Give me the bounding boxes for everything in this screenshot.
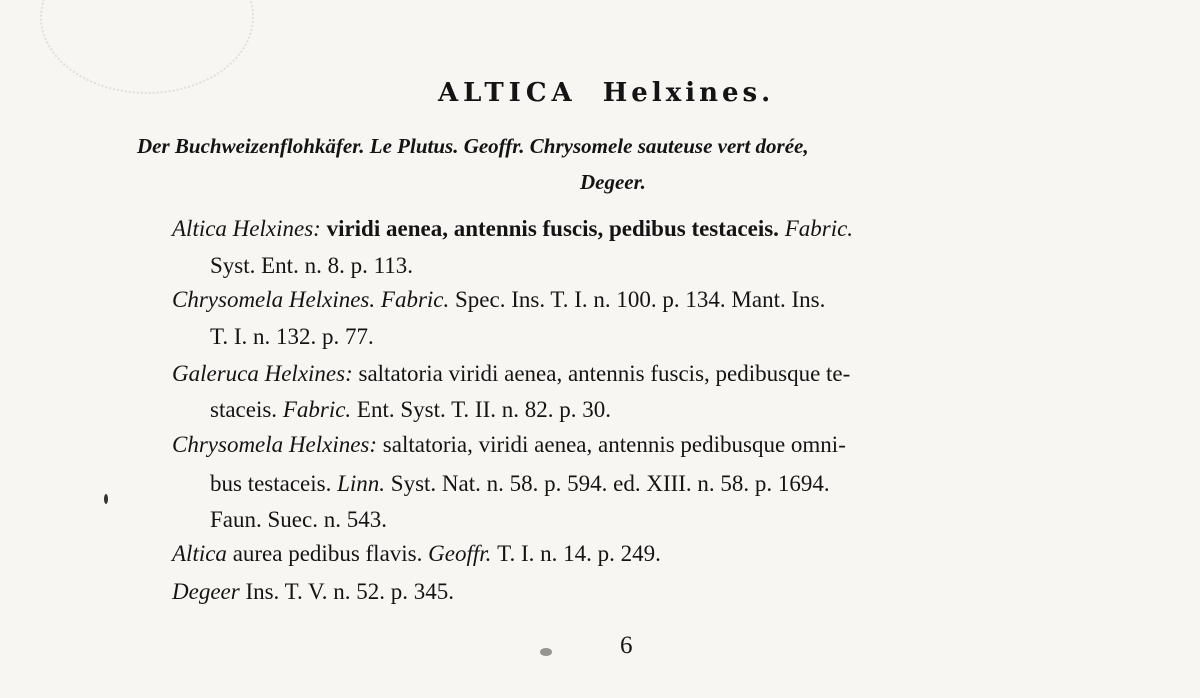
citation-italic-text: Altica Helxines: (172, 216, 327, 241)
citation-italic-text: Fabric. (282, 397, 357, 422)
citation-italic-text: Fabric. (380, 287, 455, 312)
citation-text: aurea pedibus flavis. (232, 541, 429, 566)
citation-text: Syst. Nat. n. 58. p. 594. ed. XIII. n. 58. p. 1694. (390, 471, 830, 496)
entry-5-line-1 (172, 542, 661, 565)
citation-text: T. I. n. 132. p. 77. (210, 324, 374, 349)
entry-3-line-1 (172, 362, 850, 385)
citation-italic-text: Fabric. (784, 216, 854, 241)
entry-4-line-3 (210, 508, 387, 531)
entry-6-line-1 (172, 580, 454, 603)
genus-name: ALTICA (438, 78, 577, 108)
entry-2-line-1 (172, 288, 825, 311)
vernacular-names-line: Der Buchweizenflohkäfer. Le Plutus. Geoffr. Chrysomele sauteuse vert dorée, (137, 134, 809, 158)
vernacular-names-author: Degeer. (580, 170, 646, 194)
entry-2-line-2 (210, 325, 374, 348)
citation-text: viridi aenea, antennis fuscis, pedibus testaceis. (326, 216, 785, 241)
ink-smudge (540, 648, 552, 656)
citation-italic-text: Linn. (337, 471, 391, 496)
citation-text: saltatoria viridi aenea, antennis fuscis, pedibusque te- (358, 361, 851, 386)
entry-3-line-2 (210, 398, 611, 421)
library-stamp-mark (40, 0, 254, 94)
entry-4-line-1 (172, 433, 846, 456)
citation-italic-text: Chrysomela Helxines. (172, 287, 381, 312)
citation-text: Ent. Syst. T. II. n. 82. p. 30. (356, 397, 611, 422)
citation-italic-text: Geoffr. (428, 541, 498, 566)
entry-1-line-2 (210, 254, 413, 277)
entry-1-line-1 (172, 217, 853, 240)
citation-text: Syst. Ent. n. 8. p. 113. (210, 253, 413, 278)
citation-text: staceis. (210, 397, 283, 422)
citation-italic-text: Altica (172, 541, 233, 566)
citation-text: Faun. Suec. n. 543. (210, 507, 387, 532)
ink-speck (104, 494, 108, 504)
citation-text: T. I. n. 14. p. 249. (497, 541, 661, 566)
entry-4-line-2 (210, 472, 830, 495)
citation-text: Ins. T. V. n. 52. p. 345. (245, 579, 454, 604)
citation-text: Spec. Ins. T. I. n. 100. p. 134. Mant. Ins. (455, 287, 826, 312)
citation-italic-text: Chrysomela Helxines: (172, 432, 383, 457)
species-name: Helxines. (602, 78, 775, 108)
citation-text: saltatoria, viridi aenea, antennis pedibusque omni- (382, 432, 846, 457)
citation-italic-text: Galeruca Helxines: (172, 361, 359, 386)
page-number: 6 (620, 632, 633, 659)
species-heading (438, 78, 774, 108)
citation-italic-text: Degeer (172, 579, 246, 604)
citation-text: bus testaceis. (210, 471, 338, 496)
